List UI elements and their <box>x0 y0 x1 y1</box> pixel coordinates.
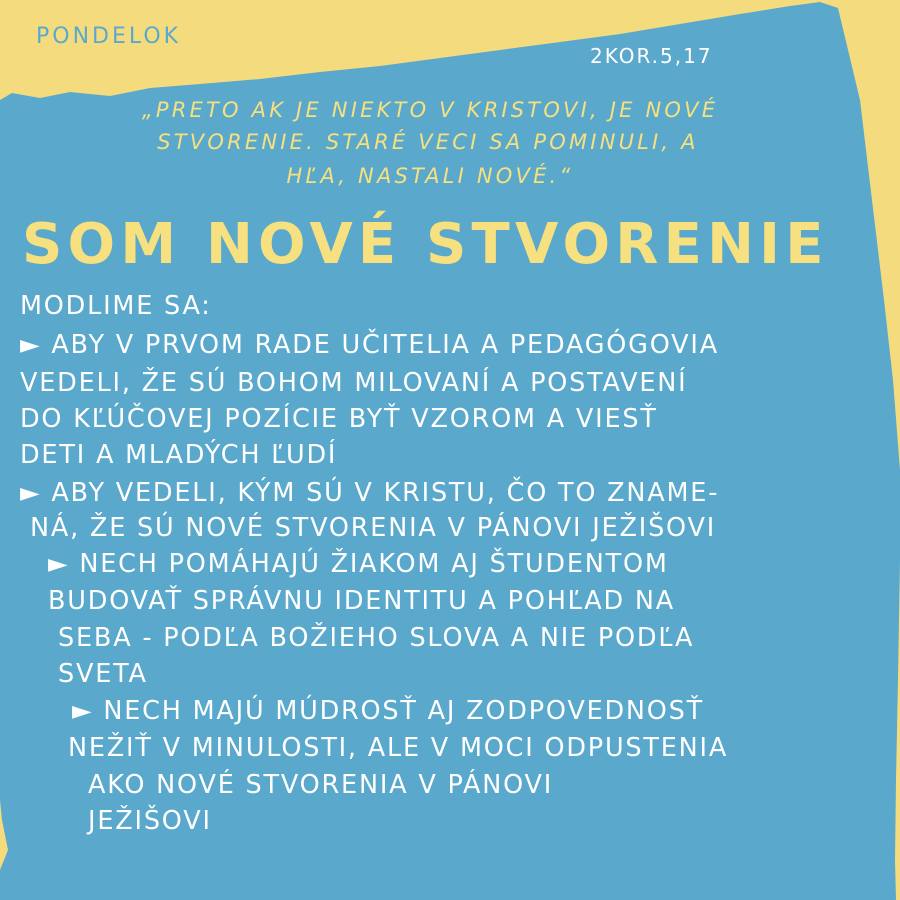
prayer-line: SEBA - PODĽA BOŽIEHO SLOVA A NIE PODĽA <box>58 623 695 653</box>
verse-line: STVORENIE. STARÉ VECI SA POMINULI, A <box>157 130 699 154</box>
prayer-line: MODLIME SA: <box>20 291 212 321</box>
prayer-line: DO KĽÚČOVEJ POZÍCIE BYŤ VZOROM A VIESŤ <box>20 404 658 434</box>
prayer-line: ► NECH POMÁHAJÚ ŽIAKOM AJ ŠTUDENTOM <box>48 549 669 579</box>
main-title: SOM NOVÉ STVORENIE <box>22 212 829 277</box>
prayer-line: ► ABY VEDELI, KÝM SÚ V KRISTU, ČO TO ZNAME- <box>20 478 720 508</box>
day-label: PONDELOK <box>36 24 182 49</box>
prayer-line: AKO NOVÉ STVORENIA V PÁNOVI <box>88 770 554 800</box>
prayer-line: BUDOVAŤ SPRÁVNU IDENTITU A POHĽAD NA <box>48 586 675 616</box>
prayer-line: SVETA <box>58 659 148 689</box>
prayer-line: VEDELI, ŽE SÚ BOHOM MILOVANÍ A POSTAVENÍ <box>20 368 688 398</box>
prayer-line: NÁ, ŽE SÚ NOVÉ STVORENIA V PÁNOVI JEŽIŠOVI <box>30 513 717 543</box>
prayer-line: NEŽIŤ V MINULOSTI, ALE V MOCI ODPUSTENIA <box>68 733 729 763</box>
verse-line: „PRETO AK JE NIEKTO V KRISTOVI, JE NOVÉ <box>141 98 719 122</box>
prayer-line: DETI A MLADÝCH ĽUDÍ <box>20 440 338 470</box>
date-label: 23.8.2021 <box>665 850 795 875</box>
prayer-line: ► ABY V PRVOM RADE UČITELIA A PEDAGÓGOVIA <box>20 330 719 360</box>
verse-line: HĽA, NASTALI NOVÉ.“ <box>286 164 574 188</box>
prayer-line: JEŽIŠOVI <box>88 806 212 836</box>
prayer-line: ► NECH MAJÚ MÚDROSŤ AJ ZODPOVEDNOSŤ <box>72 696 705 726</box>
scripture-reference: 2KOR.5,17 <box>590 44 713 68</box>
